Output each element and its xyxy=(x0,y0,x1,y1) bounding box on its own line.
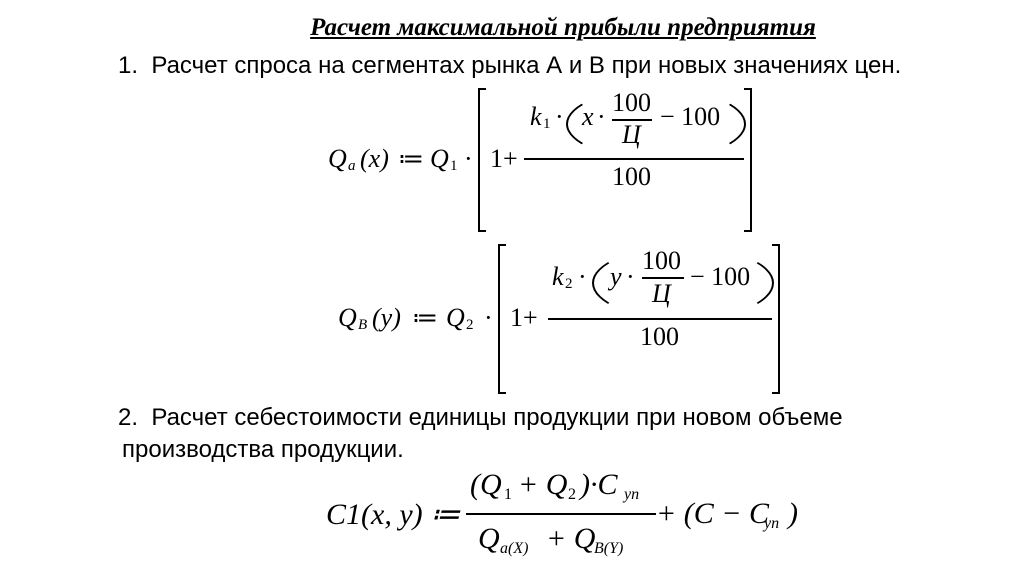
formula-c1-tail: + (C − C xyxy=(656,497,769,530)
formula-qa-one-plus: 1+ xyxy=(490,144,518,173)
formula-qa-arg: (x) xyxy=(360,144,389,173)
formula-qb-k-sub: 2 xyxy=(565,276,573,292)
page-title: Расчет максимальной прибыли предприятия xyxy=(310,14,816,41)
section-1-text: Расчет спроса на сегментах рынка А и В при новых значениях цен. xyxy=(151,52,902,79)
formula-qa-assign: ≔ xyxy=(398,144,424,173)
section-1-number: 1. xyxy=(118,52,139,79)
formula-qa-q-sub: 1 xyxy=(450,158,458,174)
section-2-number: 2. xyxy=(118,404,139,431)
formula-c1-den-plus: + Q xyxy=(546,522,596,555)
formula-c1-num-sub2: 2 xyxy=(568,486,576,503)
formula-qb-q-sub: 2 xyxy=(466,317,474,333)
section-2-text-line1: Расчет себестоимости единицы продукции при новом объеме xyxy=(151,404,843,431)
formula-qb-var: y xyxy=(610,262,622,291)
formula-c1-num: (Q xyxy=(470,468,502,501)
section-2-text-line2: производства продукции. xyxy=(122,436,404,463)
formula-qb-dot-3: · xyxy=(626,262,635,291)
formula-qa-num100: 100 xyxy=(612,88,651,117)
formula-qb-arg: (y) xyxy=(372,303,401,332)
formula-qb-q: Q xyxy=(446,303,465,332)
formula-qa-minus100: − 100 xyxy=(660,102,721,131)
formula-qa-den-ts: Ц xyxy=(622,120,641,149)
formula-c1-num-mid: + Q xyxy=(518,468,568,501)
formula-c1-num-sub1: 1 xyxy=(504,486,512,503)
formula-qa-den: 100 xyxy=(612,162,651,191)
formula-qa-dot: · xyxy=(464,144,473,173)
formula-qb-dot: · xyxy=(484,303,493,332)
formula-qb-dot-2: · xyxy=(578,262,587,291)
formula-qb-k: k xyxy=(552,262,564,291)
formula-qa-var: x xyxy=(582,102,594,131)
formula-qb-minus100: − 100 xyxy=(690,262,751,291)
formula-c1-num-end: )·C xyxy=(580,468,618,501)
formula-qb-num100: 100 xyxy=(642,246,681,275)
formula-qb-lhs-sub: B xyxy=(358,317,368,333)
formula-qb-one-plus: 1+ xyxy=(510,303,538,332)
formula-qa-lhs-sub: a xyxy=(348,158,356,174)
formula-qa-q: Q xyxy=(430,144,449,173)
formula-c1-lhs: C1(x, y) ≔ xyxy=(326,498,461,531)
formula-c1-den-sub1: a(X) xyxy=(500,540,529,557)
formula-qa-k: k xyxy=(530,102,542,131)
formula-c1-tail-sub: уп xyxy=(764,515,780,532)
formula-qa-lhs: Q xyxy=(328,144,347,173)
formula-qb-assign: ≔ xyxy=(412,303,438,332)
formula-c1-frac-line xyxy=(466,513,656,515)
formula-qa-dot-3: · xyxy=(597,102,606,131)
formula-c1-tail-end: ) xyxy=(788,497,798,530)
formula-qb-den-ts: Ц xyxy=(652,279,671,308)
formula-c1-den-sub2: B(Y) xyxy=(594,540,624,557)
formula-c1-num-sub3: уп xyxy=(624,486,640,503)
formula-c1-den-q1: Q xyxy=(478,522,500,555)
formula-qb-den: 100 xyxy=(640,322,679,351)
formula-qa-dot-2: · xyxy=(555,102,564,131)
formula-qb-lhs: Q xyxy=(338,303,357,332)
formula-qa-k-sub: 1 xyxy=(543,116,551,132)
